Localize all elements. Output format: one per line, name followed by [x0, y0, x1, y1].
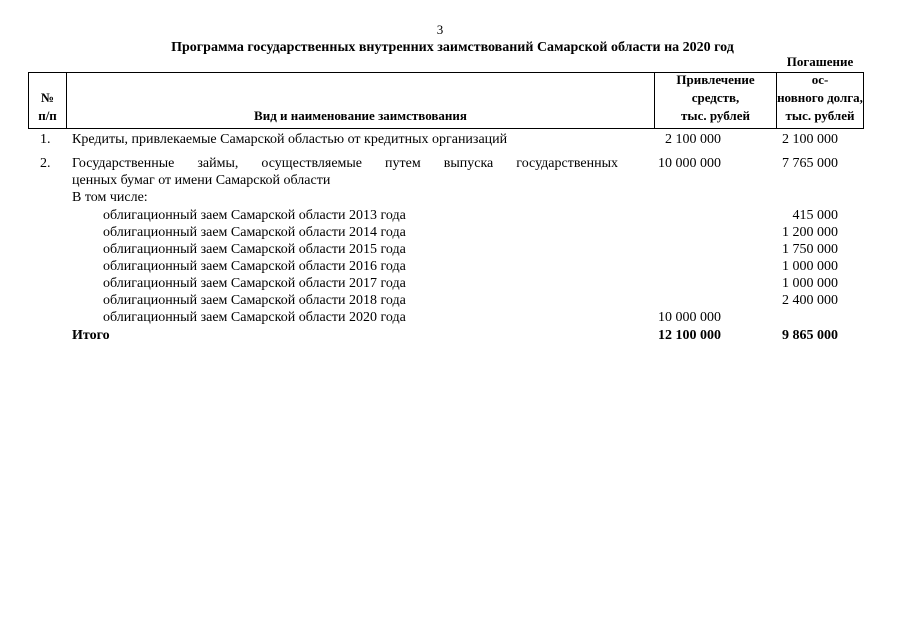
row-2-attraction: 10 000 000	[658, 156, 721, 171]
row-2-number: 2.	[40, 156, 51, 171]
sub-row-attraction: 10 000 000	[658, 310, 721, 325]
sub-row-repayment: 1 200 000	[782, 225, 838, 240]
total-repayment: 9 865 000	[782, 328, 838, 343]
including-label: В том числе:	[72, 190, 148, 205]
header-attraction-line1: Привлечение	[676, 72, 755, 87]
total-label: Итого	[72, 328, 110, 343]
row-1-repayment: 2 100 000	[782, 132, 838, 147]
sub-row-name: облигационный заем Самарской области 2013 года	[103, 208, 406, 223]
header-number-line1: №	[40, 90, 55, 105]
sub-row-repayment: 1 000 000	[782, 276, 838, 291]
row-2-name-line2: ценных бумаг от имени Самарской области	[72, 173, 331, 188]
sub-row-name: облигационный заем Самарской области 2016 года	[103, 259, 406, 274]
header-repayment-line1: Погашение ос-	[786, 54, 854, 87]
row-1-name: Кредиты, привлекаемые Самарской областью от кредитных организаций	[72, 132, 508, 147]
sub-row-name: облигационный заем Самарской области 2015 года	[103, 242, 406, 257]
header-number-line2: п/п	[38, 108, 57, 123]
sub-row-name: облигационный заем Самарской области 2020 года	[103, 310, 406, 325]
header-repayment-line2: новного долга,	[777, 90, 863, 105]
row-2-repayment: 7 765 000	[782, 156, 838, 171]
row-1-number: 1.	[40, 132, 51, 147]
header-number	[29, 73, 67, 128]
header-attraction-line2: средств,	[691, 90, 740, 105]
header-attraction-line3: тыс. рублей	[681, 108, 750, 123]
document-title: Программа государственных внутренних заимствований Самарской области на 2020 год	[171, 40, 734, 55]
sub-row-repayment: 1 000 000	[782, 259, 838, 274]
header-name	[67, 73, 655, 128]
sub-row-name: облигационный заем Самарской области 2018 года	[103, 293, 406, 308]
sub-row-repayment: 1 750 000	[782, 242, 838, 257]
header-name-label: Вид и наименование заимствования	[254, 108, 467, 123]
sub-row-repayment: 2 400 000	[782, 293, 838, 308]
sub-row-repayment: 415 000	[792, 208, 838, 223]
table-header	[28, 54, 864, 129]
header-repayment-line3: тыс. рублей	[785, 108, 855, 123]
row-2-name-line1: Государственные займы, осуществляемые путем выпуска государственных	[72, 156, 618, 171]
row-1-attraction: 2 100 000	[665, 132, 721, 147]
sub-row-name: облигационный заем Самарской области 2014 года	[103, 225, 406, 240]
header-repayment	[777, 54, 863, 128]
header-attraction	[655, 73, 777, 128]
sub-row-name: облигационный заем Самарской области 2017 года	[103, 276, 406, 291]
total-attraction: 12 100 000	[658, 328, 721, 343]
page-number: 3	[436, 22, 444, 37]
